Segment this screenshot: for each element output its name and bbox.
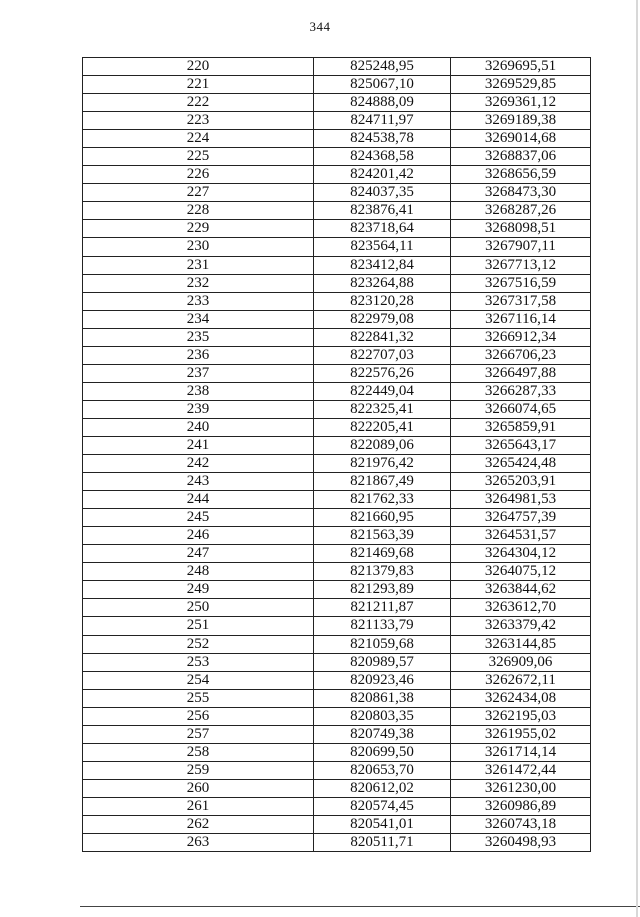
point-number-cell: 246 <box>83 527 314 545</box>
table-row <box>83 617 591 635</box>
table-row <box>83 707 591 725</box>
point-number-cell: 224 <box>83 130 314 148</box>
coordinates-table <box>82 57 591 852</box>
x-coordinate-cell: 821293,89 <box>314 581 451 599</box>
x-coordinate-cell: 821976,42 <box>314 455 451 473</box>
table-row <box>83 761 591 779</box>
y-coordinate-cell: 3266497,88 <box>451 364 591 382</box>
table-row <box>83 509 591 527</box>
page-edge-shadow <box>636 0 638 917</box>
x-coordinate-cell: 823564,11 <box>314 238 451 256</box>
table-row <box>83 671 591 689</box>
y-coordinate-cell: 3269361,12 <box>451 94 591 112</box>
table-row <box>83 545 591 563</box>
x-coordinate-cell: 823718,64 <box>314 220 451 238</box>
x-coordinate-cell: 821379,83 <box>314 563 451 581</box>
point-number-cell: 226 <box>83 166 314 184</box>
y-coordinate-cell: 3262434,08 <box>451 689 591 707</box>
x-coordinate-cell: 821867,49 <box>314 473 451 491</box>
y-coordinate-cell: 3261472,44 <box>451 761 591 779</box>
table-row <box>83 184 591 202</box>
point-number-cell: 257 <box>83 725 314 743</box>
y-coordinate-cell: 3261714,14 <box>451 743 591 761</box>
y-coordinate-cell: 3267516,59 <box>451 274 591 292</box>
point-number-cell: 252 <box>83 635 314 653</box>
x-coordinate-cell: 824888,09 <box>314 94 451 112</box>
point-number-cell: 248 <box>83 563 314 581</box>
x-coordinate-cell: 820612,02 <box>314 779 451 797</box>
table-row <box>83 563 591 581</box>
x-coordinate-cell: 821762,33 <box>314 491 451 509</box>
y-coordinate-cell: 3266287,33 <box>451 382 591 400</box>
point-number-cell: 253 <box>83 653 314 671</box>
x-coordinate-cell: 822205,41 <box>314 418 451 436</box>
x-coordinate-cell: 820861,38 <box>314 689 451 707</box>
table-row <box>83 455 591 473</box>
x-coordinate-cell: 821211,87 <box>314 599 451 617</box>
point-number-cell: 242 <box>83 455 314 473</box>
x-coordinate-cell: 820511,71 <box>314 834 451 852</box>
point-number-cell: 220 <box>83 58 314 76</box>
point-number-cell: 263 <box>83 834 314 852</box>
point-number-cell: 262 <box>83 815 314 833</box>
point-number-cell: 256 <box>83 707 314 725</box>
point-number-cell: 260 <box>83 779 314 797</box>
point-number-cell: 249 <box>83 581 314 599</box>
y-coordinate-cell: 3268473,30 <box>451 184 591 202</box>
y-coordinate-cell: 3267116,14 <box>451 310 591 328</box>
table-row <box>83 220 591 238</box>
y-coordinate-cell: 3267317,58 <box>451 292 591 310</box>
table-row <box>83 599 591 617</box>
y-coordinate-cell: 3267907,11 <box>451 238 591 256</box>
x-coordinate-cell: 820653,70 <box>314 761 451 779</box>
point-number-cell: 236 <box>83 346 314 364</box>
point-number-cell: 243 <box>83 473 314 491</box>
table-row <box>83 328 591 346</box>
y-coordinate-cell: 3268837,06 <box>451 148 591 166</box>
point-number-cell: 228 <box>83 202 314 220</box>
point-number-cell: 261 <box>83 797 314 815</box>
y-coordinate-cell: 326909,06 <box>451 653 591 671</box>
table-row <box>83 834 591 852</box>
table-row <box>83 310 591 328</box>
point-number-cell: 221 <box>83 76 314 94</box>
y-coordinate-cell: 3265643,17 <box>451 436 591 454</box>
table-row <box>83 581 591 599</box>
x-coordinate-cell: 823264,88 <box>314 274 451 292</box>
table-row <box>83 400 591 418</box>
x-coordinate-cell: 825067,10 <box>314 76 451 94</box>
point-number-cell: 229 <box>83 220 314 238</box>
table-row <box>83 364 591 382</box>
page-bottom-rule <box>80 906 640 907</box>
y-coordinate-cell: 3263844,62 <box>451 581 591 599</box>
y-coordinate-cell: 3265203,91 <box>451 473 591 491</box>
y-coordinate-cell: 3260743,18 <box>451 815 591 833</box>
table-row <box>83 743 591 761</box>
x-coordinate-cell: 822325,41 <box>314 400 451 418</box>
table-row <box>83 815 591 833</box>
table-row <box>83 653 591 671</box>
x-coordinate-cell: 820803,35 <box>314 707 451 725</box>
point-number-cell: 231 <box>83 256 314 274</box>
x-coordinate-cell: 823876,41 <box>314 202 451 220</box>
table-row <box>83 238 591 256</box>
point-number-cell: 247 <box>83 545 314 563</box>
x-coordinate-cell: 824538,78 <box>314 130 451 148</box>
point-number-cell: 245 <box>83 509 314 527</box>
point-number-cell: 223 <box>83 112 314 130</box>
point-number-cell: 234 <box>83 310 314 328</box>
point-number-cell: 222 <box>83 94 314 112</box>
point-number-cell: 235 <box>83 328 314 346</box>
x-coordinate-cell: 820923,46 <box>314 671 451 689</box>
x-coordinate-cell: 822576,26 <box>314 364 451 382</box>
table-row <box>83 527 591 545</box>
point-number-cell: 232 <box>83 274 314 292</box>
x-coordinate-cell: 821660,95 <box>314 509 451 527</box>
point-number-cell: 238 <box>83 382 314 400</box>
y-coordinate-cell: 3267713,12 <box>451 256 591 274</box>
coordinates-table-body <box>83 58 591 852</box>
y-coordinate-cell: 3269189,38 <box>451 112 591 130</box>
y-coordinate-cell: 3260498,93 <box>451 834 591 852</box>
x-coordinate-cell: 824368,58 <box>314 148 451 166</box>
x-coordinate-cell: 823120,28 <box>314 292 451 310</box>
x-coordinate-cell: 824711,97 <box>314 112 451 130</box>
table-row <box>83 473 591 491</box>
y-coordinate-cell: 3260986,89 <box>451 797 591 815</box>
x-coordinate-cell: 820574,45 <box>314 797 451 815</box>
x-coordinate-cell: 820699,50 <box>314 743 451 761</box>
table-row <box>83 76 591 94</box>
point-number-cell: 239 <box>83 400 314 418</box>
table-row <box>83 346 591 364</box>
table-row <box>83 256 591 274</box>
page-number: 344 <box>309 19 331 34</box>
table-row <box>83 418 591 436</box>
y-coordinate-cell: 3264304,12 <box>451 545 591 563</box>
point-number-cell: 230 <box>83 238 314 256</box>
y-coordinate-cell: 3262195,03 <box>451 707 591 725</box>
y-coordinate-cell: 3268098,51 <box>451 220 591 238</box>
point-number-cell: 259 <box>83 761 314 779</box>
table-row <box>83 130 591 148</box>
y-coordinate-cell: 3264531,57 <box>451 527 591 545</box>
y-coordinate-cell: 3266912,34 <box>451 328 591 346</box>
x-coordinate-cell: 822841,32 <box>314 328 451 346</box>
y-coordinate-cell: 3263612,70 <box>451 599 591 617</box>
x-coordinate-cell: 823412,84 <box>314 256 451 274</box>
x-coordinate-cell: 825248,95 <box>314 58 451 76</box>
table-row <box>83 202 591 220</box>
x-coordinate-cell: 821059,68 <box>314 635 451 653</box>
point-number-cell: 244 <box>83 491 314 509</box>
table-row <box>83 436 591 454</box>
table-row <box>83 725 591 743</box>
x-coordinate-cell: 824201,42 <box>314 166 451 184</box>
point-number-cell: 250 <box>83 599 314 617</box>
y-coordinate-cell: 3262672,11 <box>451 671 591 689</box>
y-coordinate-cell: 3265424,48 <box>451 455 591 473</box>
y-coordinate-cell: 3263379,42 <box>451 617 591 635</box>
table-row <box>83 779 591 797</box>
y-coordinate-cell: 3263144,85 <box>451 635 591 653</box>
x-coordinate-cell: 822979,08 <box>314 310 451 328</box>
y-coordinate-cell: 3269014,68 <box>451 130 591 148</box>
point-number-cell: 233 <box>83 292 314 310</box>
y-coordinate-cell: 3266074,65 <box>451 400 591 418</box>
x-coordinate-cell: 822707,03 <box>314 346 451 364</box>
coordinates-table-container <box>82 57 590 852</box>
x-coordinate-cell: 822449,04 <box>314 382 451 400</box>
point-number-cell: 240 <box>83 418 314 436</box>
x-coordinate-cell: 824037,35 <box>314 184 451 202</box>
x-coordinate-cell: 821563,39 <box>314 527 451 545</box>
point-number-cell: 237 <box>83 364 314 382</box>
point-number-cell: 241 <box>83 436 314 454</box>
y-coordinate-cell: 3264075,12 <box>451 563 591 581</box>
table-row <box>83 491 591 509</box>
table-row <box>83 148 591 166</box>
table-row <box>83 166 591 184</box>
y-coordinate-cell: 3268287,26 <box>451 202 591 220</box>
point-number-cell: 251 <box>83 617 314 635</box>
table-row <box>83 274 591 292</box>
y-coordinate-cell: 3264757,39 <box>451 509 591 527</box>
point-number-cell: 254 <box>83 671 314 689</box>
x-coordinate-cell: 821133,79 <box>314 617 451 635</box>
point-number-cell: 227 <box>83 184 314 202</box>
y-coordinate-cell: 3265859,91 <box>451 418 591 436</box>
table-row <box>83 292 591 310</box>
table-row <box>83 689 591 707</box>
point-number-cell: 255 <box>83 689 314 707</box>
y-coordinate-cell: 3266706,23 <box>451 346 591 364</box>
point-number-cell: 225 <box>83 148 314 166</box>
x-coordinate-cell: 820541,01 <box>314 815 451 833</box>
y-coordinate-cell: 3268656,59 <box>451 166 591 184</box>
y-coordinate-cell: 3264981,53 <box>451 491 591 509</box>
x-coordinate-cell: 820749,38 <box>314 725 451 743</box>
table-row <box>83 635 591 653</box>
table-row <box>83 382 591 400</box>
y-coordinate-cell: 3261230,00 <box>451 779 591 797</box>
point-number-cell: 258 <box>83 743 314 761</box>
x-coordinate-cell: 820989,57 <box>314 653 451 671</box>
y-coordinate-cell: 3261955,02 <box>451 725 591 743</box>
x-coordinate-cell: 821469,68 <box>314 545 451 563</box>
table-row <box>83 797 591 815</box>
table-row <box>83 112 591 130</box>
y-coordinate-cell: 3269695,51 <box>451 58 591 76</box>
y-coordinate-cell: 3269529,85 <box>451 76 591 94</box>
table-row <box>83 94 591 112</box>
x-coordinate-cell: 822089,06 <box>314 436 451 454</box>
table-row <box>83 58 591 76</box>
